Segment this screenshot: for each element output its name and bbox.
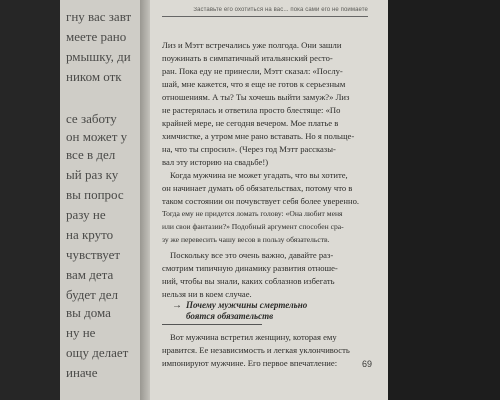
paragraph-line: Тогда ему не придется ломать голову: «Она любит меня [162, 209, 343, 218]
paragraph-line: он начинает думать об обязательствах, потому что в [162, 183, 353, 193]
left-page-text: вы дома [66, 305, 111, 320]
paragraph-line: отношениям. А ты? Ты хочешь выйти замуж?» Лиз [162, 92, 350, 102]
left-page-text: рмышку, ди [66, 49, 131, 64]
page-number: 69 [362, 359, 373, 369]
left-page-text: се заботу [66, 111, 117, 126]
paragraph-line: смотрим типичную динамику развития отноше- [162, 263, 338, 273]
paragraph-line: поужинать в симпатичный итальянский ресто- [162, 53, 333, 63]
left-page-text: вы попрос [66, 187, 124, 202]
subheading-line: Почему мужчины смертельно [186, 300, 308, 310]
paragraph-line: ний, чтобы вы знали, каких соблазнов избегать [162, 276, 335, 286]
left-page-text: он может у [66, 129, 128, 144]
running-header: Заставьте его охотиться на вас... пока сами его не поймаете [162, 7, 368, 17]
paragraph-line: крайней мере, не сегодня вечером. Мое платье в [162, 118, 339, 128]
paragraph-line: таком состоянии он почувствует себя более уверенно. [162, 196, 360, 206]
paragraph-line: Когда мужчина не может угадать, что вы хотите, [170, 170, 348, 180]
left-page-text: ником отк [66, 69, 122, 84]
paragraph-line: Поскольку все это очень важно, давайте раз- [170, 250, 334, 260]
subheading-rule [162, 324, 262, 325]
paragraph-line: импонируют мужчине. Его первое впечатление: [162, 358, 338, 368]
paragraph-line: Лиз и Мэтт встречались уже полгода. Они зашли [162, 40, 342, 50]
left-page [60, 0, 148, 400]
left-page-text: чувствует [66, 247, 121, 262]
paragraph-line: химчистке, а утром мне рано вставать. Но я польще- [162, 131, 355, 141]
paragraph-line: нравится. Ее независимость и легкая уклончивость [162, 345, 350, 355]
left-page-text: меете рано [66, 29, 127, 44]
left-page-text: все в дел [66, 147, 116, 162]
subheading-line: боятся обязательств [186, 311, 274, 321]
paragraph-line: не растерялась и ответила просто блестяще: «По [162, 105, 341, 115]
left-page-text: на круто [66, 227, 114, 242]
left-page-text: иначе [66, 365, 98, 380]
paragraph-line: нельзя ни в коем случае. [162, 289, 252, 299]
paragraph-line: зу же перевесить чашу весов в пользу обязательств. [162, 235, 330, 244]
paragraph-line: или свои фантазии?» Подобный аргумент способен сра- [162, 222, 344, 231]
paragraph-line: ран. Пока еду не принесли, Мэтт сказал: «Послу- [162, 66, 343, 76]
left-page-text: ну не [66, 325, 96, 340]
paragraph-line: Вот мужчина встретил женщину, которая ему [170, 332, 337, 342]
left-page-text: ый раз ку [66, 167, 119, 182]
paragraph-line: на, что ты спросил». (Через год Мэтт рассказы- [162, 144, 336, 154]
background [388, 0, 500, 400]
arrow-icon: → [172, 300, 182, 311]
left-page-text: будет дел [66, 287, 118, 302]
paragraph-line: шай, мне кажется, что я еще не готов к серьезным [162, 79, 346, 89]
paragraph-line: вал эту историю на свадьбе!) [162, 157, 269, 167]
left-page-text: вам дета [66, 267, 114, 282]
left-page-text: ощу делает [66, 345, 129, 360]
left-page-text: разу не [66, 207, 106, 222]
left-page-text: гну вас завт [66, 9, 132, 24]
